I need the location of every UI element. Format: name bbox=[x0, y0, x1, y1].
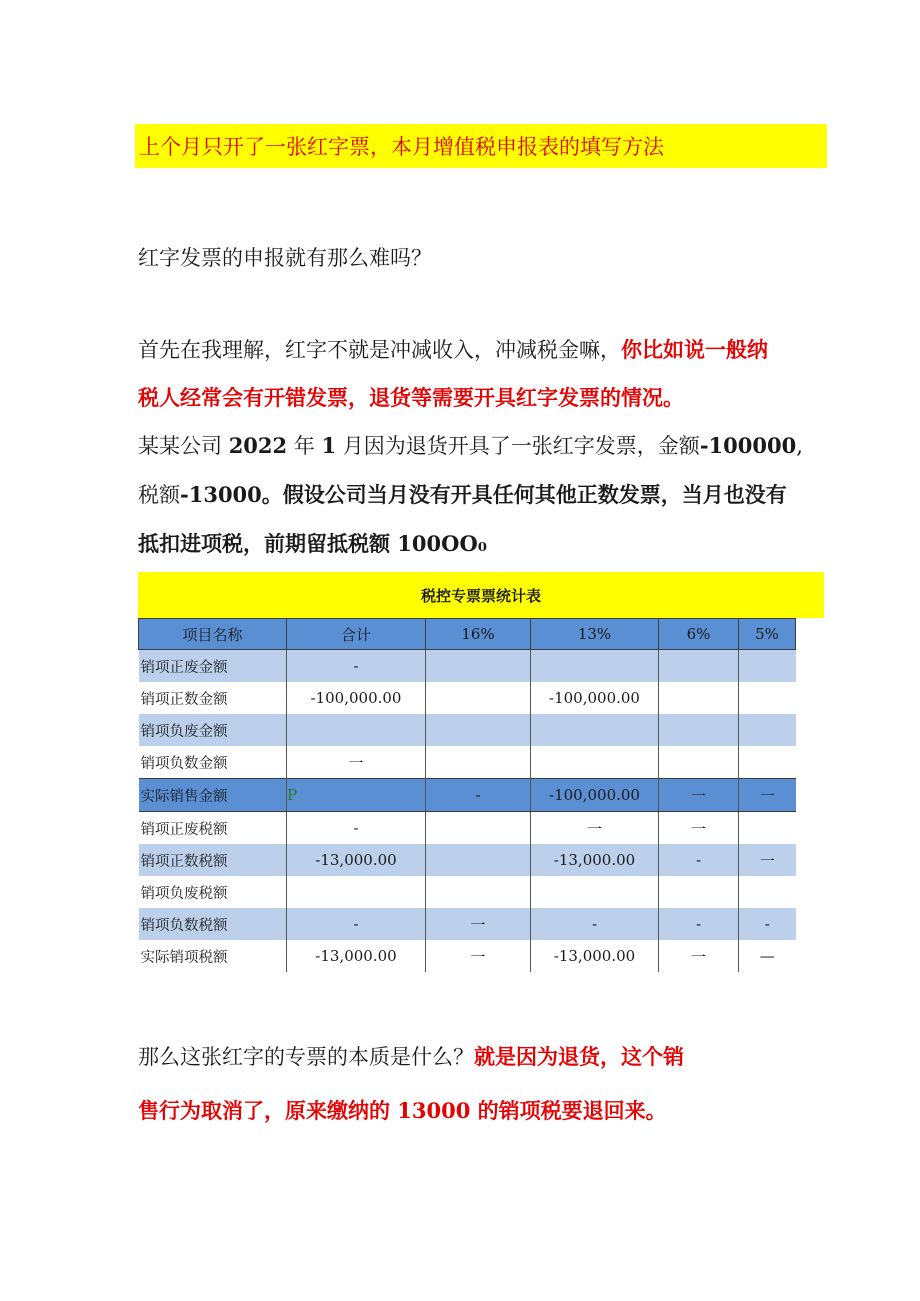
table-cell: 一 bbox=[739, 779, 796, 812]
paragraph-3-red-b: 售行为取消了，原来缴纳的 13000 的销项税要退回来。 bbox=[138, 1098, 667, 1123]
row-label: 销项正数金额 bbox=[139, 682, 287, 714]
paragraph-3-line-1 bbox=[138, 1043, 838, 1071]
table-cell bbox=[426, 746, 531, 779]
paragraph-1-red-a: 你比如说一般纳 bbox=[621, 337, 768, 362]
document-title: 上个月只开了一张红字票，本月增值税申报表的填写方法 bbox=[139, 135, 664, 159]
table-cell bbox=[531, 876, 659, 908]
p2-month: 1 bbox=[321, 433, 337, 458]
row-label: 销项负数金额 bbox=[139, 746, 287, 779]
paragraph-3-plain: 那么这张红字的专票的本质是什么？ bbox=[138, 1045, 474, 1069]
table-cell bbox=[659, 714, 739, 746]
table-cell bbox=[739, 650, 796, 683]
table-row bbox=[139, 812, 796, 845]
row-label: 实际销项税额 bbox=[139, 940, 287, 972]
table-cell: 一 bbox=[659, 940, 739, 972]
table-cell: - bbox=[659, 908, 739, 940]
table-cell: - bbox=[426, 779, 531, 812]
row-label: 销项负数税额 bbox=[139, 908, 287, 940]
p2-comma: , bbox=[796, 434, 803, 458]
table-cell: -100,000.00 bbox=[531, 682, 659, 714]
table-row bbox=[139, 876, 796, 908]
table-cell: — bbox=[759, 947, 775, 965]
invoice-stats-table bbox=[138, 618, 796, 972]
p2-tax-label: 税额 bbox=[138, 483, 180, 507]
table-row bbox=[139, 714, 796, 746]
paragraph-1-line-2 bbox=[138, 384, 838, 412]
table-cell bbox=[426, 682, 531, 714]
header-6: 6% bbox=[659, 619, 739, 650]
paragraph-3-red-a: 就是因为退货，这个销 bbox=[474, 1044, 684, 1069]
paragraph-2-line-1 bbox=[138, 432, 838, 460]
table-row bbox=[139, 650, 796, 683]
table-cell bbox=[659, 682, 739, 714]
table-cell bbox=[426, 812, 531, 845]
header-13: 13% bbox=[531, 619, 659, 650]
header-5: 5% bbox=[739, 619, 796, 650]
invoice-stats-table-block bbox=[138, 572, 824, 972]
table-cell: 一 bbox=[739, 844, 796, 876]
header-item-name: 项目名称 bbox=[139, 619, 287, 650]
p2-year: 2022 bbox=[228, 433, 288, 458]
p2-text-e: 月因为退货开具了一张红字发票，金额 bbox=[336, 434, 700, 458]
table-cell: -13,000.00 bbox=[531, 844, 659, 876]
header-total: 合计 bbox=[287, 619, 426, 650]
table-cell: 一 bbox=[659, 779, 739, 812]
table-cell bbox=[739, 812, 796, 845]
row-label: 销项负废税额 bbox=[139, 876, 287, 908]
table-cell bbox=[426, 714, 531, 746]
table-cell bbox=[426, 876, 531, 908]
table-cell bbox=[426, 844, 531, 876]
row-label: 销项正废税额 bbox=[139, 812, 287, 845]
paragraph-2-line-2 bbox=[138, 481, 838, 509]
table-cell bbox=[739, 682, 796, 714]
row-label: 销项正数税额 bbox=[139, 844, 287, 876]
table-cell: - bbox=[659, 844, 739, 876]
paragraph-2-line-3: 抵扣进项税，前期留抵税额 100OO₀ bbox=[138, 531, 487, 556]
table-cell: -13,000.00 bbox=[287, 940, 426, 972]
table-cell bbox=[659, 876, 739, 908]
paragraph-1-line-1 bbox=[138, 336, 838, 364]
table-cell: -13,000.00 bbox=[531, 940, 659, 972]
table-cell: P bbox=[287, 779, 426, 812]
table-cell: 一 bbox=[426, 908, 531, 940]
table-cell bbox=[739, 876, 796, 908]
p2-tax-rest: -13000。假设公司当月没有开具任何其他正数发票，当月也没有 bbox=[180, 482, 787, 507]
table-row bbox=[139, 908, 796, 940]
row-label: 实际销售金额 bbox=[139, 779, 287, 812]
table-cell: - bbox=[287, 812, 426, 845]
row-label: 销项负废金额 bbox=[139, 714, 287, 746]
table-cell bbox=[531, 714, 659, 746]
table-cell bbox=[287, 876, 426, 908]
p2-text-c: 年 bbox=[287, 434, 322, 458]
table-cell: - bbox=[739, 908, 796, 940]
table-cell bbox=[659, 746, 739, 779]
table-cell: 一 bbox=[531, 812, 659, 845]
header-16: 16% bbox=[426, 619, 531, 650]
question-line: 红字发票的申报就有那么难吗？ bbox=[138, 246, 432, 270]
table-header-row bbox=[139, 619, 796, 650]
table-cell: 一 bbox=[426, 940, 531, 972]
table-row bbox=[139, 779, 796, 812]
table-cell: -100,000.00 bbox=[287, 682, 426, 714]
table-cell: 一 bbox=[659, 812, 739, 845]
p2-amount: -100000 bbox=[699, 433, 797, 458]
p2-text-a: 某某公司 bbox=[138, 434, 229, 458]
table-cell: 一 bbox=[287, 746, 426, 779]
table-row bbox=[139, 682, 796, 714]
document-title-banner bbox=[135, 124, 827, 168]
paragraph-1-red-b: 税人经常会有开错发票，退货等需要开具红字发票的情况。 bbox=[138, 385, 684, 410]
table-cell bbox=[287, 714, 426, 746]
table-cell: - bbox=[287, 908, 426, 940]
table-cell: -100,000.00 bbox=[531, 779, 659, 812]
table-cell: - bbox=[287, 650, 426, 683]
row-label: 销项正废金额 bbox=[139, 650, 287, 683]
table-cell bbox=[426, 650, 531, 683]
table-row bbox=[139, 940, 796, 972]
paragraph-1-plain: 首先在我理解，红字不就是冲减收入，冲减税金嘛， bbox=[138, 338, 621, 362]
table-row bbox=[139, 746, 796, 779]
table-cell bbox=[659, 650, 739, 683]
table-cell bbox=[531, 746, 659, 779]
table-cell: - bbox=[531, 908, 659, 940]
paragraph-3-line-2 bbox=[138, 1097, 838, 1125]
table-cell bbox=[739, 746, 796, 779]
table-cell: -13,000.00 bbox=[287, 844, 426, 876]
table-cell bbox=[531, 650, 659, 683]
table-cell bbox=[739, 714, 796, 746]
table-title: 税控专票票统计表 bbox=[138, 572, 824, 618]
table-row bbox=[139, 844, 796, 876]
